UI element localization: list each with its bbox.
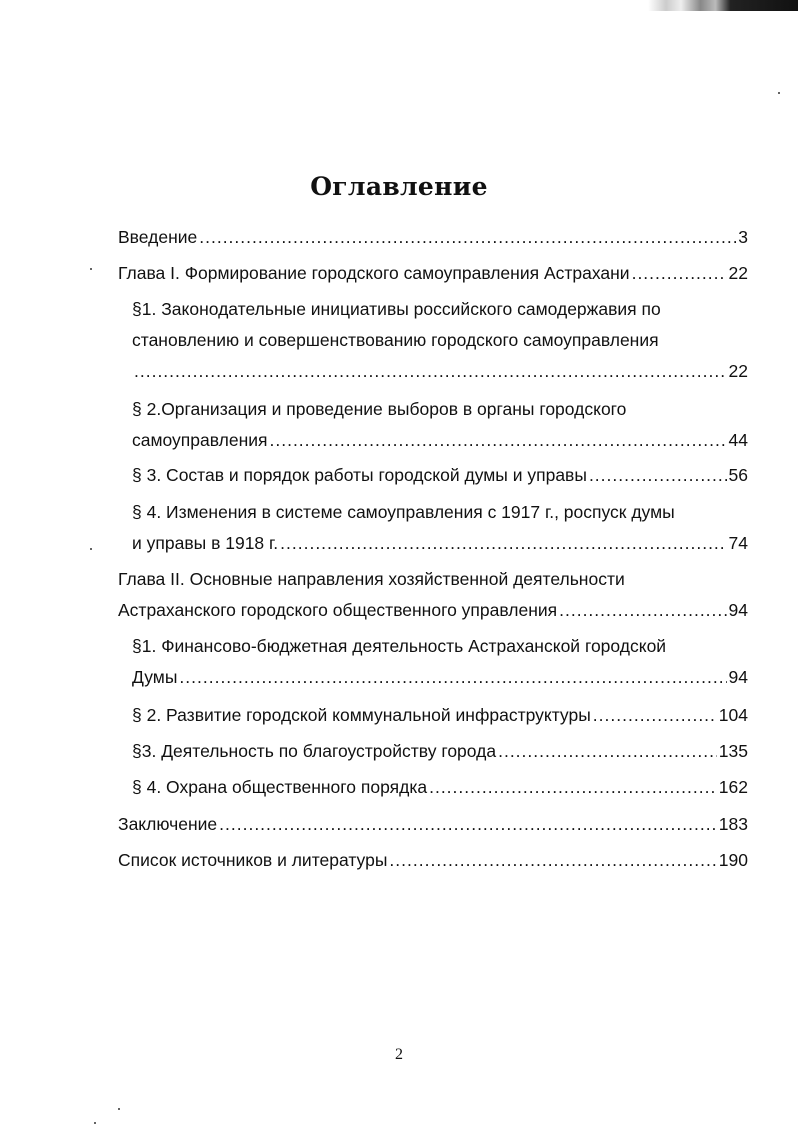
toc-entry-text: самоуправления (132, 430, 268, 450)
toc-entry-section-2-4[interactable] (132, 772, 748, 803)
dot-leader (134, 356, 727, 387)
toc-entry-text: Заключение (118, 814, 218, 834)
dot-leader (219, 809, 717, 840)
dot-leader (179, 662, 726, 693)
dot-leader (498, 736, 717, 767)
toc-entry-text: Введение (118, 227, 198, 247)
toc-page-number: 94 (728, 667, 748, 687)
toc-entry-text: §1. Финансово-бюджетная деятельность Астраханской городской (132, 636, 667, 656)
toc-page-number: 56 (728, 465, 748, 485)
scan-speck (118, 1108, 120, 1110)
toc-entry-text: Астраханского городского общественного управления (118, 600, 558, 620)
toc-page-number: 183 (718, 814, 748, 834)
page-number: 2 (395, 1046, 403, 1063)
toc-entry-text: § 2. Развитие городской коммунальной инфраструктуры (132, 705, 591, 725)
toc-page-number: 162 (718, 777, 748, 797)
dot-leader (559, 595, 726, 626)
toc-entry-text: § 4. Изменения в системе самоуправления с 1917 г., роспуск думы (132, 502, 675, 522)
dot-leader (389, 845, 716, 876)
toc-page-number: 44 (728, 430, 748, 450)
toc-entry-bibliography[interactable] (118, 845, 748, 876)
dot-leader (593, 700, 717, 731)
toc-entry-section-1-2[interactable] (132, 394, 748, 456)
toc-entry-text: Глава II. Основные направления хозяйственной деятельности (118, 569, 625, 589)
toc-entry-text: Глава I. Формирование городского самоуправления Астрахани (118, 263, 630, 283)
toc-entry-section-2-3[interactable] (132, 736, 748, 767)
toc-entry-section-1-1[interactable] (132, 294, 748, 387)
dot-leader (632, 258, 727, 289)
scan-speck (90, 548, 92, 550)
toc-page-number: 94 (728, 600, 748, 620)
toc-page-number: 104 (718, 705, 748, 725)
dot-leader (270, 425, 727, 456)
toc-entry-chapter-1[interactable] (118, 258, 748, 289)
toc-page-number: 22 (728, 263, 748, 283)
toc-entry-text: становлению и совершенствованию городского самоуправления (132, 330, 659, 350)
toc-entry-section-1-4[interactable] (132, 497, 748, 559)
scan-artifact (648, 0, 798, 11)
dot-leader (589, 460, 727, 491)
toc-entry-text: §1. Законодательные инициативы российского самодержавия по (132, 299, 661, 319)
toc-entry-text: Думы (132, 667, 178, 687)
toc-entry-text: § 3. Состав и порядок работы городской думы и управы (132, 465, 587, 485)
scan-speck (778, 92, 780, 94)
dot-leader (429, 772, 717, 803)
toc-entry-conclusion[interactable] (118, 809, 748, 840)
toc-entry-section-1-3[interactable] (132, 460, 748, 491)
dot-leader (280, 528, 726, 559)
toc-entry-text: §3. Деятельность по благоустройству города (132, 741, 497, 761)
toc-entry-section-2-2[interactable] (132, 700, 748, 731)
toc-entry-text: § 2.Организация и проведение выборов в органы городского (132, 399, 627, 419)
page-title: Оглавление (310, 172, 488, 201)
dot-leader (199, 222, 736, 253)
toc-entry-section-2-1[interactable] (132, 631, 748, 693)
toc-page-number: 135 (718, 741, 748, 761)
toc-page-number: 22 (728, 361, 748, 381)
toc-entry-text: Список источников и литературы (118, 850, 388, 870)
scan-speck (94, 1122, 96, 1124)
toc-page-number: 74 (728, 533, 748, 553)
toc-entry-text: и управы в 1918 г. (132, 533, 279, 553)
toc-entry-introduction[interactable] (118, 222, 748, 253)
toc-page-number: 3 (738, 227, 748, 247)
toc-page-number: 190 (718, 850, 748, 870)
scan-speck (90, 268, 92, 270)
toc-entry-text: § 4. Охрана общественного порядка (132, 777, 428, 797)
toc-entry-chapter-2[interactable] (118, 564, 748, 626)
